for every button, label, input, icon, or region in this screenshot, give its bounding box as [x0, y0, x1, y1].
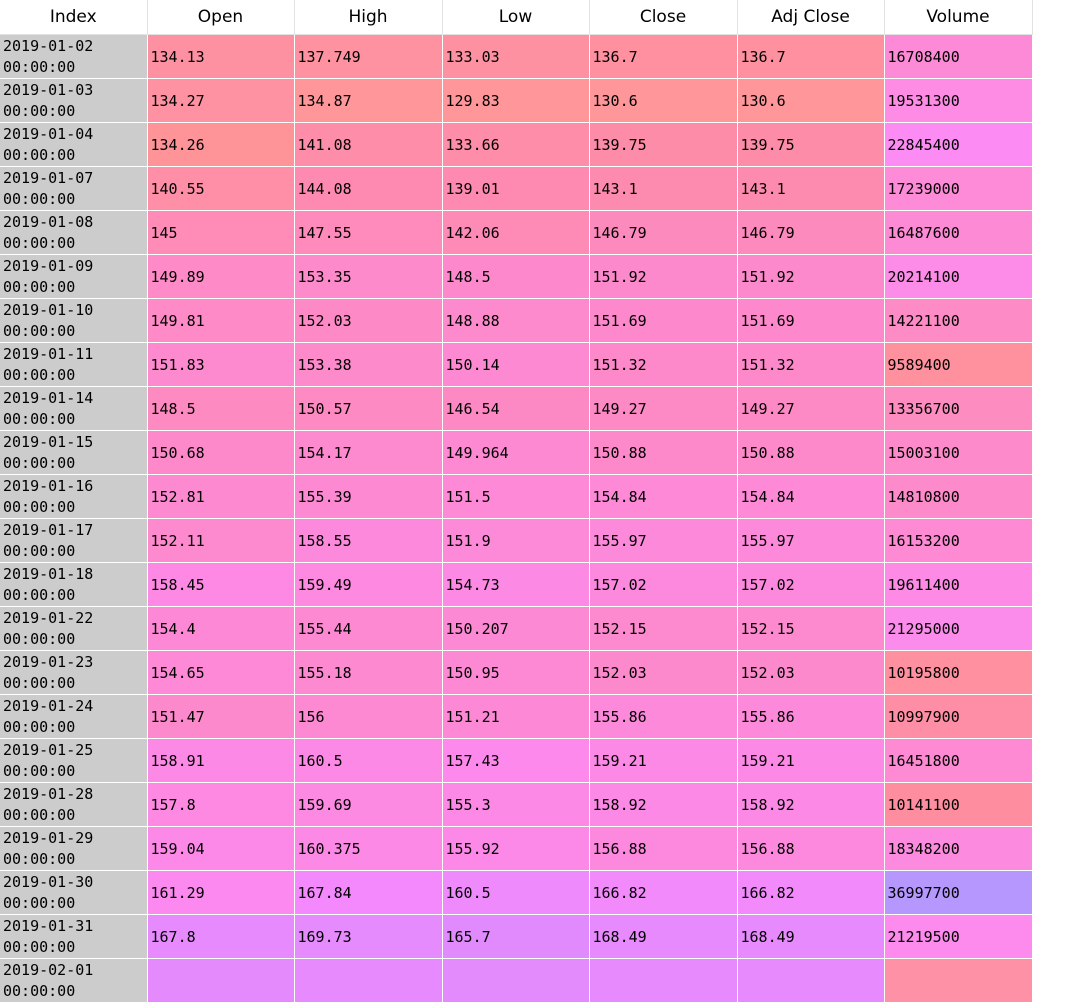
table-body [0, 35, 1032, 1003]
row-index-time: 00:00:00 [3, 718, 76, 736]
cell-high[interactable]: 155.44 [294, 607, 442, 651]
row-index-date: 2019-02-01 [3, 961, 94, 979]
cell-close[interactable]: 151.92 [589, 255, 737, 299]
row-index-date: 2019-01-24 [3, 697, 94, 715]
cell-close[interactable]: 168.49 [589, 915, 737, 959]
cell-adj-close[interactable]: 146.79 [737, 211, 884, 255]
column-header-open[interactable]: Open [147, 0, 294, 35]
table-row[interactable] [0, 651, 1032, 695]
row-index-date: 2019-01-31 [3, 917, 94, 935]
row-index-cell[interactable] [0, 651, 147, 695]
cell-adj-close[interactable]: 151.69 [737, 299, 884, 343]
cell-low[interactable]: 150.95 [442, 651, 589, 695]
row-index-time: 00:00:00 [3, 278, 76, 296]
cell-volume[interactable]: 16708400 [884, 35, 1032, 79]
row-index-cell[interactable] [0, 123, 147, 167]
row-index-time: 00:00:00 [3, 454, 76, 472]
cell-adj-close[interactable]: 150.88 [737, 431, 884, 475]
cell-open[interactable] [147, 959, 294, 1003]
cell-open[interactable]: 152.81 [147, 475, 294, 519]
cell-open[interactable]: 151.83 [147, 343, 294, 387]
row-index-date: 2019-01-29 [3, 829, 94, 847]
row-index-cell[interactable] [0, 871, 147, 915]
table-row[interactable] [0, 431, 1032, 475]
cell-close[interactable]: 157.02 [589, 563, 737, 607]
cell-adj-close[interactable]: 152.15 [737, 607, 884, 651]
row-index-cell[interactable] [0, 607, 147, 651]
column-header-adj-close[interactable]: Adj Close [737, 0, 884, 35]
row-index-cell[interactable] [0, 695, 147, 739]
row-index-time: 00:00:00 [3, 762, 76, 780]
cell-open[interactable]: 151.47 [147, 695, 294, 739]
cell-open[interactable]: 158.91 [147, 739, 294, 783]
cell-close[interactable]: 158.92 [589, 783, 737, 827]
cell-open[interactable]: 154.4 [147, 607, 294, 651]
cell-adj-close[interactable]: 168.49 [737, 915, 884, 959]
cell-high[interactable]: 155.18 [294, 651, 442, 695]
row-index-date: 2019-01-22 [3, 609, 94, 627]
cell-volume[interactable]: 36997700 [884, 871, 1032, 915]
cell-low[interactable]: 133.66 [442, 123, 589, 167]
cell-volume[interactable]: 19611400 [884, 563, 1032, 607]
cell-low[interactable]: 139.01 [442, 167, 589, 211]
cell-close[interactable]: 146.79 [589, 211, 737, 255]
row-index-cell[interactable] [0, 167, 147, 211]
cell-low[interactable]: 149.964 [442, 431, 589, 475]
row-index-cell[interactable] [0, 783, 147, 827]
row-index-time: 00:00:00 [3, 850, 76, 868]
cell-low[interactable]: 148.5 [442, 255, 589, 299]
cell-volume[interactable]: 15003100 [884, 431, 1032, 475]
cell-close[interactable]: 155.86 [589, 695, 737, 739]
row-index-time: 00:00:00 [3, 806, 76, 824]
table-row[interactable] [0, 871, 1032, 915]
cell-low[interactable]: 129.83 [442, 79, 589, 123]
cell-volume[interactable]: 13356700 [884, 387, 1032, 431]
row-index-time: 00:00:00 [3, 938, 76, 956]
table-row[interactable] [0, 299, 1032, 343]
cell-high[interactable]: 159.49 [294, 563, 442, 607]
cell-volume[interactable] [884, 959, 1032, 1003]
cell-low[interactable]: 151.21 [442, 695, 589, 739]
cell-volume[interactable]: 17239000 [884, 167, 1032, 211]
row-index-cell[interactable] [0, 211, 147, 255]
cell-adj-close[interactable]: 151.32 [737, 343, 884, 387]
cell-low[interactable]: 155.3 [442, 783, 589, 827]
column-header-close[interactable]: Close [589, 0, 737, 35]
cell-high[interactable] [294, 959, 442, 1003]
row-index-date: 2019-01-02 [3, 37, 94, 55]
cell-close[interactable]: 152.03 [589, 651, 737, 695]
row-index-time: 00:00:00 [3, 102, 76, 120]
cell-close[interactable]: 136.7 [589, 35, 737, 79]
row-index-cell[interactable] [0, 79, 147, 123]
cell-adj-close[interactable]: 130.6 [737, 79, 884, 123]
row-index-time: 00:00:00 [3, 146, 76, 164]
cell-low[interactable] [442, 959, 589, 1003]
row-index-cell[interactable] [0, 299, 147, 343]
row-index-date: 2019-01-08 [3, 213, 94, 231]
cell-close[interactable]: 155.97 [589, 519, 737, 563]
row-index-time: 00:00:00 [3, 58, 76, 76]
row-index-cell[interactable] [0, 959, 147, 1003]
cell-volume[interactable]: 16487600 [884, 211, 1032, 255]
cell-open[interactable]: 152.11 [147, 519, 294, 563]
cell-adj-close[interactable]: 158.92 [737, 783, 884, 827]
cell-low[interactable]: 151.5 [442, 475, 589, 519]
table-row[interactable] [0, 827, 1032, 871]
cell-close[interactable]: 130.6 [589, 79, 737, 123]
row-index-time: 00:00:00 [3, 630, 76, 648]
cell-open[interactable]: 157.8 [147, 783, 294, 827]
cell-high[interactable]: 169.73 [294, 915, 442, 959]
cell-volume[interactable]: 16153200 [884, 519, 1032, 563]
cell-low[interactable]: 165.7 [442, 915, 589, 959]
cell-adj-close[interactable]: 151.92 [737, 255, 884, 299]
cell-low[interactable]: 157.43 [442, 739, 589, 783]
cell-adj-close[interactable]: 155.86 [737, 695, 884, 739]
table-row[interactable] [0, 959, 1032, 1003]
cell-low[interactable]: 142.06 [442, 211, 589, 255]
cell-volume[interactable]: 18348200 [884, 827, 1032, 871]
cell-close[interactable]: 149.27 [589, 387, 737, 431]
row-index-date: 2019-01-14 [3, 389, 94, 407]
table-row[interactable] [0, 167, 1032, 211]
cell-volume[interactable]: 10997900 [884, 695, 1032, 739]
row-index-time: 00:00:00 [3, 542, 76, 560]
cell-high[interactable]: 159.69 [294, 783, 442, 827]
cell-volume[interactable]: 21219500 [884, 915, 1032, 959]
row-index-date: 2019-01-04 [3, 125, 94, 143]
cell-low[interactable]: 154.73 [442, 563, 589, 607]
cell-low[interactable]: 150.207 [442, 607, 589, 651]
cell-high[interactable]: 160.375 [294, 827, 442, 871]
row-index-date: 2019-01-09 [3, 257, 94, 275]
column-header-volume[interactable]: Volume [884, 0, 1032, 35]
cell-open[interactable]: 149.81 [147, 299, 294, 343]
cell-adj-close[interactable]: 143.1 [737, 167, 884, 211]
cell-close[interactable]: 166.82 [589, 871, 737, 915]
cell-adj-close[interactable]: 149.27 [737, 387, 884, 431]
cell-open[interactable]: 167.8 [147, 915, 294, 959]
cell-volume[interactable]: 14221100 [884, 299, 1032, 343]
column-header-index[interactable]: Index [0, 0, 147, 35]
cell-adj-close[interactable]: 136.7 [737, 35, 884, 79]
row-index-time: 00:00:00 [3, 410, 76, 428]
column-header-high[interactable]: High [294, 0, 442, 35]
row-index-cell[interactable] [0, 343, 147, 387]
cell-high[interactable]: 147.55 [294, 211, 442, 255]
cell-adj-close[interactable]: 157.02 [737, 563, 884, 607]
row-index-cell[interactable] [0, 915, 147, 959]
table-row[interactable] [0, 519, 1032, 563]
table-row[interactable] [0, 607, 1032, 651]
cell-volume[interactable]: 21295000 [884, 607, 1032, 651]
cell-low[interactable]: 151.9 [442, 519, 589, 563]
cell-high[interactable]: 160.5 [294, 739, 442, 783]
cell-open[interactable]: 159.04 [147, 827, 294, 871]
cell-close[interactable]: 156.88 [589, 827, 737, 871]
cell-volume[interactable]: 20214100 [884, 255, 1032, 299]
row-index-cell[interactable] [0, 475, 147, 519]
row-index-date: 2019-01-30 [3, 873, 94, 891]
cell-adj-close[interactable]: 152.03 [737, 651, 884, 695]
column-header-low[interactable]: Low [442, 0, 589, 35]
table-row[interactable] [0, 123, 1032, 167]
row-index-time: 00:00:00 [3, 498, 76, 516]
cell-open[interactable]: 145 [147, 211, 294, 255]
cell-volume[interactable]: 10195800 [884, 651, 1032, 695]
cell-open[interactable]: 134.13 [147, 35, 294, 79]
cell-close[interactable]: 143.1 [589, 167, 737, 211]
cell-high[interactable]: 150.57 [294, 387, 442, 431]
cell-close[interactable]: 151.69 [589, 299, 737, 343]
cell-open[interactable]: 148.5 [147, 387, 294, 431]
cell-adj-close[interactable]: 159.21 [737, 739, 884, 783]
row-index-time: 00:00:00 [3, 674, 76, 692]
row-index-date: 2019-01-10 [3, 301, 94, 319]
cell-close[interactable]: 159.21 [589, 739, 737, 783]
cell-close[interactable]: 139.75 [589, 123, 737, 167]
cell-adj-close[interactable]: 166.82 [737, 871, 884, 915]
cell-high[interactable]: 154.17 [294, 431, 442, 475]
row-index-time: 00:00:00 [3, 586, 76, 604]
table-row[interactable] [0, 695, 1032, 739]
table-row[interactable] [0, 563, 1032, 607]
row-index-cell[interactable] [0, 827, 147, 871]
cell-high[interactable]: 152.03 [294, 299, 442, 343]
cell-adj-close[interactable]: 139.75 [737, 123, 884, 167]
row-index-date: 2019-01-28 [3, 785, 94, 803]
row-index-time: 00:00:00 [3, 982, 76, 1000]
cell-high[interactable]: 137.749 [294, 35, 442, 79]
cell-adj-close[interactable]: 154.84 [737, 475, 884, 519]
row-index-date: 2019-01-18 [3, 565, 94, 583]
row-index-cell[interactable] [0, 739, 147, 783]
row-index-time: 00:00:00 [3, 366, 76, 384]
cell-high[interactable]: 153.38 [294, 343, 442, 387]
cell-high[interactable]: 158.55 [294, 519, 442, 563]
cell-volume[interactable]: 10141100 [884, 783, 1032, 827]
table-row[interactable] [0, 783, 1032, 827]
table-row[interactable] [0, 915, 1032, 959]
cell-low[interactable]: 133.03 [442, 35, 589, 79]
cell-low[interactable]: 148.88 [442, 299, 589, 343]
row-index-time: 00:00:00 [3, 234, 76, 252]
table-row[interactable] [0, 255, 1032, 299]
row-index-cell[interactable] [0, 519, 147, 563]
table-row[interactable] [0, 739, 1032, 783]
cell-high[interactable]: 167.84 [294, 871, 442, 915]
header-row [0, 0, 1032, 35]
row-index-time: 00:00:00 [3, 322, 76, 340]
cell-low[interactable]: 146.54 [442, 387, 589, 431]
cell-adj-close[interactable]: 156.88 [737, 827, 884, 871]
table-row[interactable] [0, 387, 1032, 431]
row-index-date: 2019-01-11 [3, 345, 94, 363]
row-index-cell[interactable] [0, 35, 147, 79]
cell-open[interactable]: 158.45 [147, 563, 294, 607]
cell-close[interactable]: 152.15 [589, 607, 737, 651]
cell-volume[interactable]: 19531300 [884, 79, 1032, 123]
cell-open[interactable]: 134.27 [147, 79, 294, 123]
cell-high[interactable]: 134.87 [294, 79, 442, 123]
row-index-date: 2019-01-23 [3, 653, 94, 671]
cell-open[interactable]: 150.68 [147, 431, 294, 475]
row-index-date: 2019-01-25 [3, 741, 94, 759]
row-index-cell[interactable] [0, 387, 147, 431]
cell-low[interactable]: 160.5 [442, 871, 589, 915]
cell-open[interactable]: 161.29 [147, 871, 294, 915]
row-index-cell[interactable] [0, 563, 147, 607]
row-index-date: 2019-01-17 [3, 521, 94, 539]
cell-high[interactable]: 155.39 [294, 475, 442, 519]
cell-open[interactable]: 140.55 [147, 167, 294, 211]
cell-volume[interactable]: 22845400 [884, 123, 1032, 167]
row-index-date: 2019-01-03 [3, 81, 94, 99]
cell-adj-close[interactable]: 155.97 [737, 519, 884, 563]
row-index-time: 00:00:00 [3, 894, 76, 912]
cell-volume[interactable]: 9589400 [884, 343, 1032, 387]
cell-low[interactable]: 155.92 [442, 827, 589, 871]
table-row[interactable] [0, 475, 1032, 519]
cell-open[interactable]: 134.26 [147, 123, 294, 167]
row-index-date: 2019-01-16 [3, 477, 94, 495]
cell-open[interactable]: 149.89 [147, 255, 294, 299]
row-index-time: 00:00:00 [3, 190, 76, 208]
row-index-cell[interactable] [0, 255, 147, 299]
row-index-date: 2019-01-15 [3, 433, 94, 451]
cell-close[interactable] [589, 959, 737, 1003]
table-row[interactable] [0, 79, 1032, 123]
cell-volume[interactable]: 16451800 [884, 739, 1032, 783]
cell-high[interactable]: 141.08 [294, 123, 442, 167]
row-index-cell[interactable] [0, 431, 147, 475]
cell-low[interactable]: 150.14 [442, 343, 589, 387]
cell-high[interactable]: 156 [294, 695, 442, 739]
cell-close[interactable]: 150.88 [589, 431, 737, 475]
table-row[interactable] [0, 35, 1032, 79]
cell-high[interactable]: 153.35 [294, 255, 442, 299]
cell-open[interactable]: 154.65 [147, 651, 294, 695]
cell-close[interactable]: 154.84 [589, 475, 737, 519]
table-row[interactable] [0, 343, 1032, 387]
cell-volume[interactable]: 14810800 [884, 475, 1032, 519]
cell-close[interactable]: 151.32 [589, 343, 737, 387]
table-row[interactable] [0, 211, 1032, 255]
row-index-date: 2019-01-07 [3, 169, 94, 187]
cell-adj-close[interactable] [737, 959, 884, 1003]
cell-high[interactable]: 144.08 [294, 167, 442, 211]
